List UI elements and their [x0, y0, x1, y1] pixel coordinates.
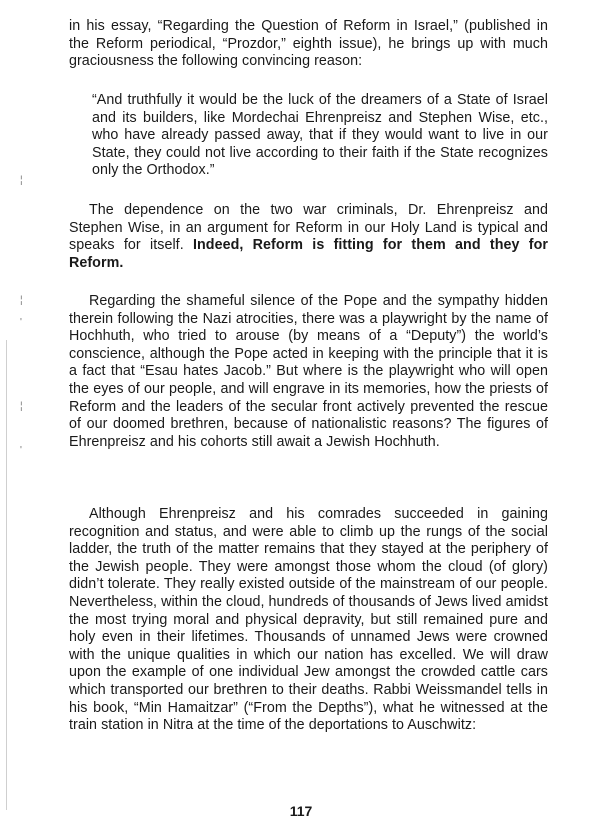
margin-tick: ¦	[20, 401, 23, 412]
dependence-bold-text: Indeed, Reform is fitting for them and they for Reform.	[69, 237, 548, 271]
margin-tick: '	[20, 317, 22, 328]
although-paragraph: Although Ehrenpreisz and his comrades succeeded in gaining recognition and status, and were able to climb up the rungs of the social ladder, the truth of the matter remains that they stayed at the periphery of the Jewish people. They were amongst those whom the cloud (of glory) didn’t tolerate. They really existed outside of the mainstream of our people. Nevertheless, within the cloud, hundreds of thousands of Jews lived amidst the most trying moral and physical depravity, but still remained pure and holy even in their lifetimes. Thousands of unnamed Jews were crowned with the unique qualities in which our nation has excelled. We will draw upon the example of one individual Jew amongst the crowded cattle cars which transported our brethren to their deaths. Rabbi Weissmandel tells in his book, “Min Hamaitzar” (“From the Depths”), what he witnessed at the train station in Nitra at the time of the deportations to Auschwitz:	[69, 506, 548, 734]
dependence-paragraph	[69, 202, 548, 272]
scan-edge-line	[6, 340, 7, 810]
pope-paragraph: Regarding the shameful silence of the Pope and the sympathy hidden therein following the Nazi atrocities, there was a playwright by the name of Hochhuth, who tried to arouse (by means of a “Deputy”) the world’s conscience, although the Pope acted in keeping with the principle that it is a fact that “Esau hates Jacob.” But where is the playwright who will open the eyes of our people, and will engrave in its memories, how the priests of Reform and the leaders of the secular front actively prevented the rescue of our doomed brethren, because of nationalistic reasons? The figures of Ehrenpreisz and his cohorts still await a Jewish Hochhuth.	[69, 293, 548, 450]
margin-tick: '	[20, 445, 22, 456]
quote-paragraph: “And truthfully it would be the luck of the dreamers of a State of Israel and its builders, like Mordechai Ehrenpreisz and Stephen Wise, etc., who have already passed away, that if they would want to live in our State, they could not live according to their faith if the State recognizes only the Orthodox.”	[92, 92, 548, 179]
dependence-text: The dependence on the two war criminals, Dr. Ehrenpreisz and Stephen Wise, in an argument for Reform in our Holy Land is typical and speaks for itself.	[69, 202, 548, 254]
margin-tick: ¦	[20, 295, 23, 306]
intro-paragraph: in his essay, “Regarding the Question of Reform in Israel,” (published in the Reform periodical, “Prozdor,” eighth issue), he brings up with much graciousness the following convincing reason:	[69, 18, 548, 70]
page-number: 117	[289, 803, 313, 819]
margin-tick: ¦	[20, 175, 23, 186]
